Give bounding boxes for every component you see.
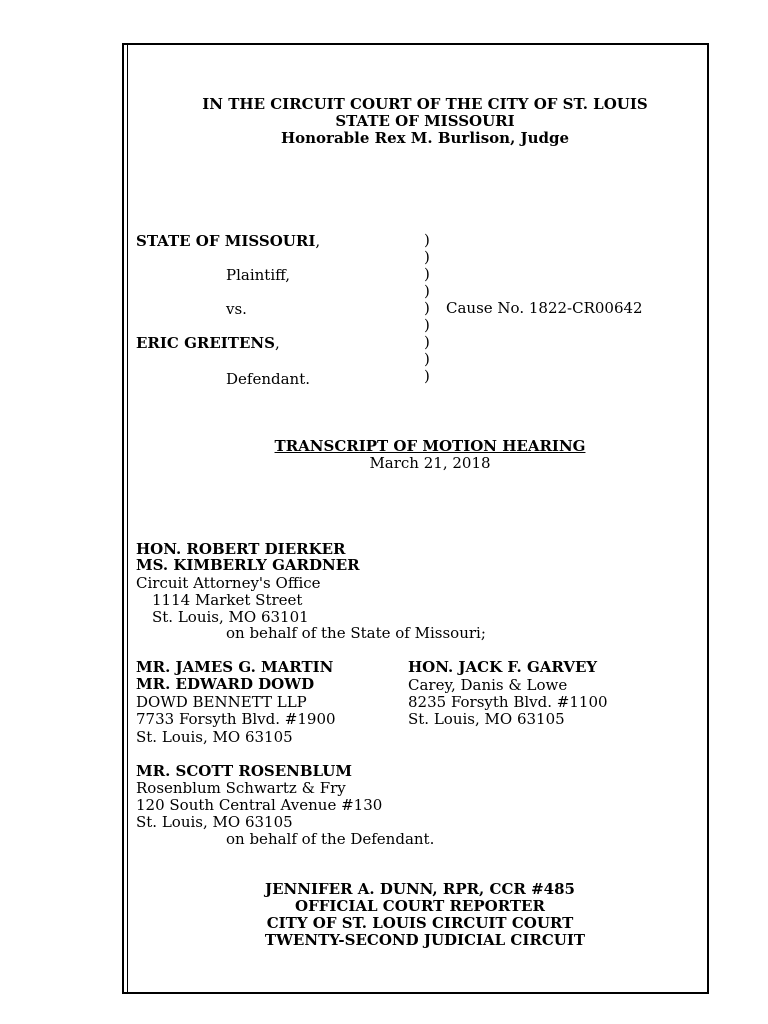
defense-firm-2: Carey, Danis & Lowe (408, 676, 568, 694)
caption-paren: ) (424, 248, 430, 266)
caption-paren: ) (424, 265, 430, 283)
state-office: Circuit Attorney's Office (136, 574, 321, 592)
reporter-name: JENNIFER A. DUNN, RPR, CCR #485 (265, 880, 575, 898)
versus: vs. (226, 300, 247, 318)
state-address-2: St. Louis, MO 63101 (152, 608, 309, 626)
defense-address-2b: St. Louis, MO 63105 (408, 710, 565, 728)
cause-number: Cause No. 1822-CR00642 (446, 299, 643, 317)
defendant-line (136, 335, 280, 352)
hearing-date: March 21, 2018 (369, 454, 491, 472)
defense-attorney-2: MR. EDWARD DOWD (136, 675, 315, 693)
caption-paren: ) (424, 333, 430, 351)
defense-attorney-1: MR. JAMES G. MARTIN (136, 658, 334, 676)
state-attorney-2: MS. KIMBERLY GARDNER (136, 556, 360, 574)
defense-address-1b: St. Louis, MO 63105 (136, 728, 293, 746)
plaintiff-comma: , (315, 232, 321, 250)
margin-rule (127, 45, 128, 992)
plaintiff-name: STATE OF MISSOURI (136, 232, 316, 250)
defense-address-3a: 120 South Central Avenue #130 (136, 796, 383, 814)
court-state: STATE OF MISSOURI (335, 112, 515, 130)
defendant-comma: , (274, 334, 280, 352)
caption-paren: ) (424, 299, 430, 317)
plaintiff-role: Plaintiff, (226, 266, 291, 284)
defense-address-1a: 7733 Forsyth Blvd. #1900 (136, 710, 336, 728)
defense-firm-3: Rosenblum Schwartz & Fry (136, 779, 346, 797)
defense-address-2a: 8235 Forsyth Blvd. #1100 (408, 693, 608, 711)
transcript-title: TRANSCRIPT OF MOTION HEARING (274, 437, 586, 455)
caption-paren: ) (424, 367, 430, 385)
caption-paren: ) (424, 282, 430, 300)
state-address-1: 1114 Market Street (152, 591, 303, 609)
caption-paren: ) (424, 231, 430, 249)
plaintiff-line (136, 233, 320, 250)
defense-firm-1: DOWD BENNETT LLP (136, 693, 307, 711)
state-on-behalf: on behalf of the State of Missouri; (226, 624, 486, 642)
defendant-name: ERIC GREITENS (136, 334, 275, 352)
judge-name: Honorable Rex M. Burlison, Judge (280, 129, 570, 147)
defense-attorney-4: MR. SCOTT ROSENBLUM (136, 762, 352, 780)
defense-on-behalf: on behalf of the Defendant. (226, 830, 435, 848)
caption-paren: ) (424, 316, 430, 334)
court-name: IN THE CIRCUIT COURT OF THE CITY OF ST. LOUIS (202, 95, 648, 113)
defense-attorney-3: HON. JACK F. GARVEY (408, 658, 598, 676)
defense-address-3b: St. Louis, MO 63105 (136, 813, 293, 831)
reporter-court: CITY OF ST. LOUIS CIRCUIT COURT (266, 914, 574, 932)
reporter-title: OFFICIAL COURT REPORTER (295, 897, 545, 915)
caption-paren: ) (424, 350, 430, 368)
page-border (122, 43, 709, 994)
state-attorney-1: HON. ROBERT DIERKER (136, 540, 346, 558)
reporter-circuit: TWENTY-SECOND JUDICIAL CIRCUIT (264, 931, 586, 949)
defendant-role: Defendant. (226, 370, 310, 388)
